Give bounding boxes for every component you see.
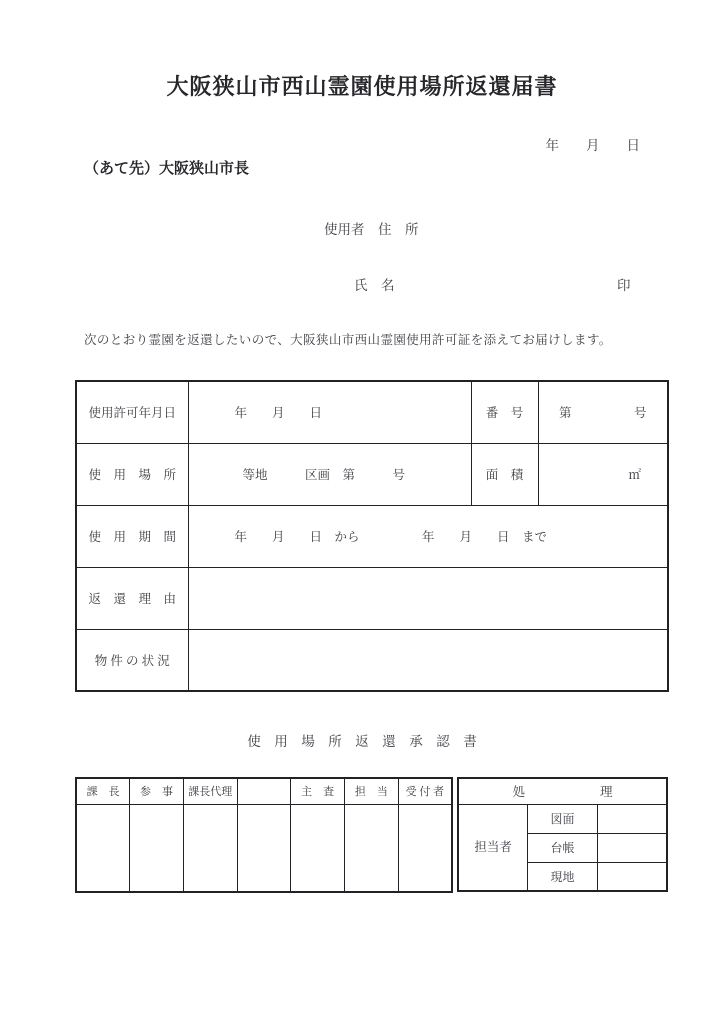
area-label: 面 積: [471, 443, 538, 505]
stamp-header-row: [76, 778, 452, 804]
table-row-period: [76, 505, 668, 567]
ledger-label: 台帳: [528, 833, 598, 862]
name-label: 氏 名: [354, 278, 395, 293]
site-label: 現地: [528, 862, 598, 891]
stamp-col-blank: [237, 778, 291, 804]
stamp-cell: [291, 804, 345, 892]
site-value: [597, 862, 667, 891]
stamp-col-deputy-chief: 課長代理: [183, 778, 237, 804]
addressee-line: （あて先）大阪狭山市長: [84, 160, 250, 177]
processing-row-drawing: [458, 804, 667, 833]
property-state-label: 物 件 の 状 況: [76, 629, 188, 691]
table-row-place: [76, 443, 668, 505]
approval-section-title: 使 用 場 所 返 還 承 認 書: [247, 734, 477, 749]
processing-table: [457, 777, 668, 892]
stamp-body-row: [76, 804, 452, 892]
seal-mark: 印: [617, 278, 631, 293]
date-line: 年 月 日: [545, 138, 640, 153]
ledger-value: [597, 833, 667, 862]
period-value: 年 月 日 から 年 月 日 まで: [188, 505, 668, 567]
reason-label: 返 還 理 由: [76, 567, 188, 629]
stamp-col-counselor: 参 事: [130, 778, 184, 804]
number-value: 第 号: [538, 381, 668, 443]
stamp-col-staff: 担 当: [345, 778, 399, 804]
stamp-cell: [76, 804, 130, 892]
permit-date-label: 使用許可年月日: [76, 381, 188, 443]
stamp-col-receptionist: 受 付 者: [398, 778, 452, 804]
processing-header-row: [458, 778, 667, 804]
stamp-cell: [237, 804, 291, 892]
body-text: 次のとおり霊園を返還したいので、大阪狭山市西山霊園使用許可証を添えてお届けします。: [84, 333, 612, 347]
reason-value: [188, 567, 668, 629]
approval-stamp-table: [75, 777, 453, 893]
place-value: 等地 区画 第 号: [188, 443, 471, 505]
document-title: 大阪狭山市西山霊園使用場所返還届書: [166, 74, 558, 99]
drawing-value: [597, 804, 667, 833]
period-label: 使 用 期 間: [76, 505, 188, 567]
area-value: ㎡: [538, 443, 668, 505]
permit-date-value: 年 月 日: [188, 381, 471, 443]
return-details-table: [75, 380, 669, 692]
user-address-label: 使用者 住 所: [324, 222, 419, 237]
drawing-label: 図面: [528, 804, 598, 833]
table-row-property-state: [76, 629, 668, 691]
processing-header: 処 理: [458, 778, 667, 804]
stamp-cell: [130, 804, 184, 892]
number-label: 番 号: [471, 381, 538, 443]
table-row-permit-date: [76, 381, 668, 443]
place-label: 使 用 場 所: [76, 443, 188, 505]
property-state-value: [188, 629, 668, 691]
stamp-cell: [345, 804, 399, 892]
stamp-col-section-chief: 課 長: [76, 778, 130, 804]
stamp-cell: [183, 804, 237, 892]
stamp-cell: [398, 804, 452, 892]
table-row-reason: [76, 567, 668, 629]
processing-staff-label: 担当者: [458, 804, 528, 891]
stamp-col-senior-staff: 主 査: [291, 778, 345, 804]
